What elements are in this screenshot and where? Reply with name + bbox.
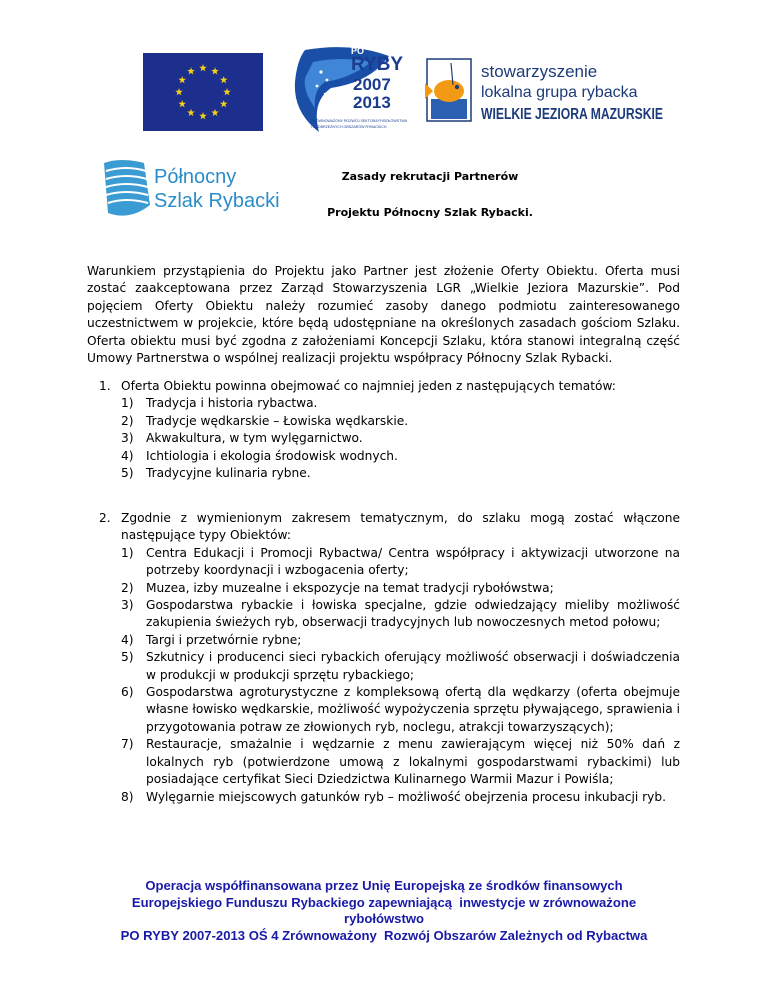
heading-block bbox=[270, 170, 590, 242]
section-2 bbox=[97, 510, 680, 806]
section-2-list bbox=[97, 510, 680, 806]
section-2-number: 2. bbox=[99, 511, 111, 525]
footer-line-4: PO RYBY 2007-2013 OŚ 4 Zrównoważony Rozwój Obszarów Zależnych od Rybactwa bbox=[120, 927, 648, 943]
psr-line-2: Szlak Rybacki bbox=[154, 190, 280, 212]
section-1-number: 1. bbox=[99, 379, 111, 393]
section-1-text: Oferta Obiektu powinna obejmować co najmniej jeden z następujących tematów: bbox=[121, 379, 616, 393]
po-label: PO bbox=[351, 46, 365, 56]
list-item: 8) Wylęgarnie miejscowych gatunków ryb – możliwość obejrzenia procesu inkubacji ryb. bbox=[121, 789, 666, 804]
funding-footer bbox=[60, 878, 708, 944]
section-2-items bbox=[121, 545, 680, 806]
section-1-items bbox=[121, 395, 680, 482]
list-item: 2) Muzea, izby muzealne i ekspozycje na temat tradycji rybołówstwa; bbox=[121, 580, 554, 595]
footer-line-2: Europejskiego Funduszu Rybackiego zapewniającą inwestycje w zrównoważone bbox=[131, 894, 637, 910]
lgr-line-3: WIELKIE JEZIORA MAZURSKIE bbox=[481, 106, 664, 123]
ryby-label: RYBY bbox=[351, 54, 404, 75]
year-2013: 2013 bbox=[353, 93, 391, 112]
section-2-text: Zgodnie z wymienionym zakresem tematycznym, do szlaku mogą zostać włączone następujące typy Obiektów: bbox=[121, 511, 680, 543]
poryby-tagline-2: I NADBRZEŻNYCH OBSZARÓW RYBACKICH bbox=[311, 125, 387, 129]
year-2007: 2007 bbox=[353, 75, 391, 94]
lgr-line-2: lokalna grupa rybacka bbox=[481, 84, 638, 101]
polnocny-szlak-rybacki-logo bbox=[100, 155, 280, 225]
list-item: 1) Centra Edukacji i Promocji Rybactwa/ Centra współpracy i aktywizacji utworzone na potrzeby koordynacji i wzbogacenia oferty; bbox=[121, 545, 680, 578]
list-item: 5) Szkutnicy i producenci sieci rybackich oferujący możliwość obserwacji i doświadczenia w produkcji w produkcji sprzętu rybackiego; bbox=[121, 650, 680, 682]
list-item: 2) Tradycje wędkarskie – Łowiska wędkarskie. bbox=[121, 413, 409, 428]
list-item: 3) Akwakultura, w tym wylęgarnictwo. bbox=[121, 431, 363, 446]
list-item: 3) Gospodarstwa rybackie i łowiska specjalne, gdzie odwiedzający mieliby możliwość zakupienia świeżych ryb, obserwacji tradycyjnych lub nowoczesnych metod połowu; bbox=[121, 598, 680, 630]
eu-flag-logo bbox=[143, 53, 263, 131]
po-ryby-logo bbox=[291, 42, 411, 134]
page-title: Zasady rekrutacji Partnerów bbox=[341, 170, 519, 183]
list-item: 1) Tradycja i historia rybactwa. bbox=[121, 396, 318, 411]
footer-line-3: rybołówstwo bbox=[343, 911, 425, 926]
footer-line-1: Operacja współfinansowana przez Unię Europejską ze środków finansowych bbox=[145, 878, 623, 893]
list-item: 4) Targi i przetwórnie rybne; bbox=[121, 632, 302, 647]
lgr-wielkie-jeziora-logo bbox=[427, 55, 667, 135]
list-item: 5) Tradycyjne kulinaria rybne. bbox=[121, 466, 311, 481]
lgr-line-1: stowarzyszenie bbox=[481, 62, 598, 81]
section-1-list bbox=[97, 378, 680, 482]
list-item: 4) Ichtiologia i ekologia środowisk wodnych. bbox=[121, 448, 398, 463]
page-subtitle: Projektu Północny Szlak Rybacki. bbox=[327, 206, 533, 219]
psr-line-1: Północny bbox=[154, 166, 237, 188]
poryby-tagline-1: ZRÓWNOWAŻONY ROZWÓJ SEKTORA RYBOŁÓWSTWA bbox=[311, 119, 407, 123]
intro-paragraph: Warunkiem przystąpienia do Projektu jako Partner jest złożenie Oferty Obiektu. Oferta musi zostać zaakceptowana przez Zarząd Stowarzyszenia LGR „Wielkie Jeziora Mazurskie”. Pod pojęciem Oferty Obiektu należy rozumieć zasoby danego podmiotu zainteresowanego uczestnictwem w projekcie, które będą udostępniane na określonych zasadach gościom Szlaku. Oferta obiektu musi być zgodna z założeniami Koncepcji Szlaku, która stanowi integralną część Umowy Partnerstwa o wspólnej realizacji projektu współpracy Północny Szlak Rybacki. bbox=[87, 264, 680, 366]
section-1 bbox=[97, 378, 680, 482]
list-item: 6) Gospodarstwa agroturystyczne z kompleksową ofertą dla wędkarzy (oferta obejmuje własne łowisko wędkarskie, możliwość wypożyczenia sprzętu pływającego, sprawienia i przygotowania potraw ze złowionych ryb, noclegu, atrakcji towarzyszących); bbox=[121, 685, 680, 734]
list-item: 7) Restauracje, smażalnie i wędzarnie z menu zawierającym więcej niż 50% dań z lokalnych ryb (potwierdzone umową z lokalnymi gospodarstwami rybackimi) lub posiadające certyfikat Sieci Dziedzictwa Kulinarnego Warmii Mazur i Powiśla; bbox=[121, 737, 680, 787]
